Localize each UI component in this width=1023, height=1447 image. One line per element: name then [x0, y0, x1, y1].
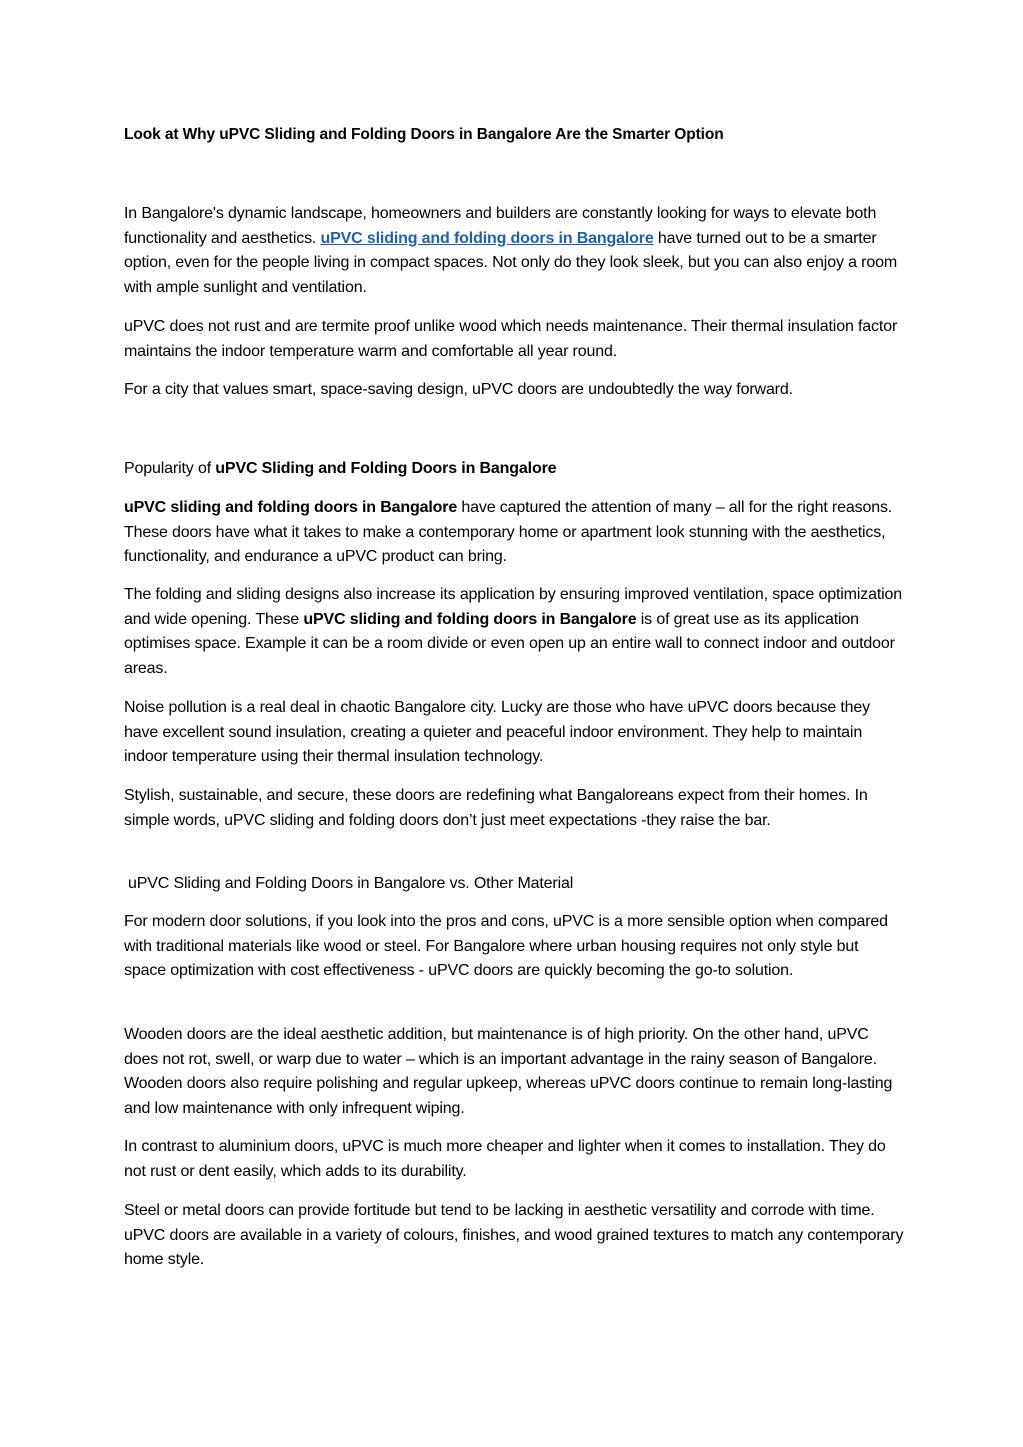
- popularity-p2-after: is of great use as its application optimises space. Example it can be a room divide or even open up an entire wall to connect indoor and outdoor areas.: [124, 610, 895, 678]
- document-title: Look at Why uPVC Sliding and Folding Doors in Bangalore Are the Smarter Option: [124, 126, 724, 143]
- popularity-paragraph-1: [124, 496, 904, 570]
- popularity-p1-bold: uPVC sliding and folding doors in Bangalore: [124, 499, 458, 516]
- upvc-doors-link[interactable]: uPVC sliding and folding doors in Bangalore: [320, 229, 654, 247]
- popularity-heading-bold: uPVC Sliding and Folding Doors in Bangalore: [215, 460, 557, 477]
- popularity-p1-text: have captured the attention of many – all for the right reasons. These doors have what it takes to make a contemporary home or apartment look stunning with the aesthetics, functionality, and endurance a uPVC product can bring.: [124, 499, 893, 566]
- intro-paragraph-3: For a city that values smart, space-saving design, uPVC doors are undoubtedly the way forward.: [124, 381, 793, 398]
- popularity-p2-bold: uPVC sliding and folding doors in Bangalore: [303, 610, 637, 628]
- popularity-paragraph-4: Stylish, sustainable, and secure, these doors are redefining what Bangaloreans expect from their homes. In simple words, uPVC sliding and folding doors don’t just meet expectations -they raise the bar.: [124, 787, 868, 829]
- intro-text-after-link: have turned out to be a smarter option, even for the people living in compact spaces. Not only do they look sleek, but you can also enjoy a room with ample sunlight and ventilation.: [124, 229, 897, 297]
- popularity-heading: [124, 457, 904, 482]
- intro-paragraph-2: uPVC does not rust and are termite proof unlike wood which needs maintenance. Their thermal insulation factor maintains the indoor temperature warm and comfortable all year round.: [124, 318, 898, 360]
- popularity-paragraph-3: Noise pollution is a real deal in chaotic Bangalore city. Lucky are those who have uPVC doors because they have excellent sound insulation, creating a quieter and peaceful indoor environment. They help to maintain indoor temperature using their thermal insulation technology.: [124, 699, 871, 766]
- comparison-paragraph-1: For modern door solutions, if you look into the pros and cons, uPVC is a more sensible option when compared with traditional materials like wood or steel. For Bangalore where urban housing requires not only style but space optimization with cost effectiveness - uPVC doors are quickly becoming the go-to solution.: [124, 913, 888, 980]
- popularity-p2-before: The folding and sliding designs also increase its application by ensuring improved ventilation, space optimization and wide opening. These: [124, 586, 903, 628]
- comparison-paragraph-2: Wooden doors are the ideal aesthetic addition, but maintenance is of high priority. On the other hand, uPVC does not rot, swell, or warp due to water – which is an important advantage in the rainy season of Bangalore. Wooden doors also require polishing and regular upkeep, whereas uPVC doors continue to remain long-lasting and low maintenance with only infrequent wiping.: [124, 1026, 893, 1118]
- popularity-paragraph-2: [124, 583, 904, 682]
- comparison-paragraph-3: In contrast to aluminium doors, uPVC is much more cheaper and lighter when it comes to installation. They do not rust or dent easily, which adds to its durability.: [124, 1138, 886, 1180]
- comparison-heading: uPVC Sliding and Folding Doors in Bangalore vs. Other Material: [128, 875, 574, 892]
- popularity-heading-prefix: Popularity of: [124, 460, 216, 477]
- intro-paragraph-1: [124, 202, 904, 301]
- intro-text-before-link: In Bangalore's dynamic landscape, homeowners and builders are constantly looking for ways to elevate both functionality and aesthetics.: [124, 205, 877, 247]
- comparison-paragraph-4: Steel or metal doors can provide fortitude but tend to be lacking in aesthetic versatility and corrode with time. uPVC doors are available in a variety of colours, finishes, and wood grained textures to match any contemporary home style.: [124, 1202, 904, 1269]
